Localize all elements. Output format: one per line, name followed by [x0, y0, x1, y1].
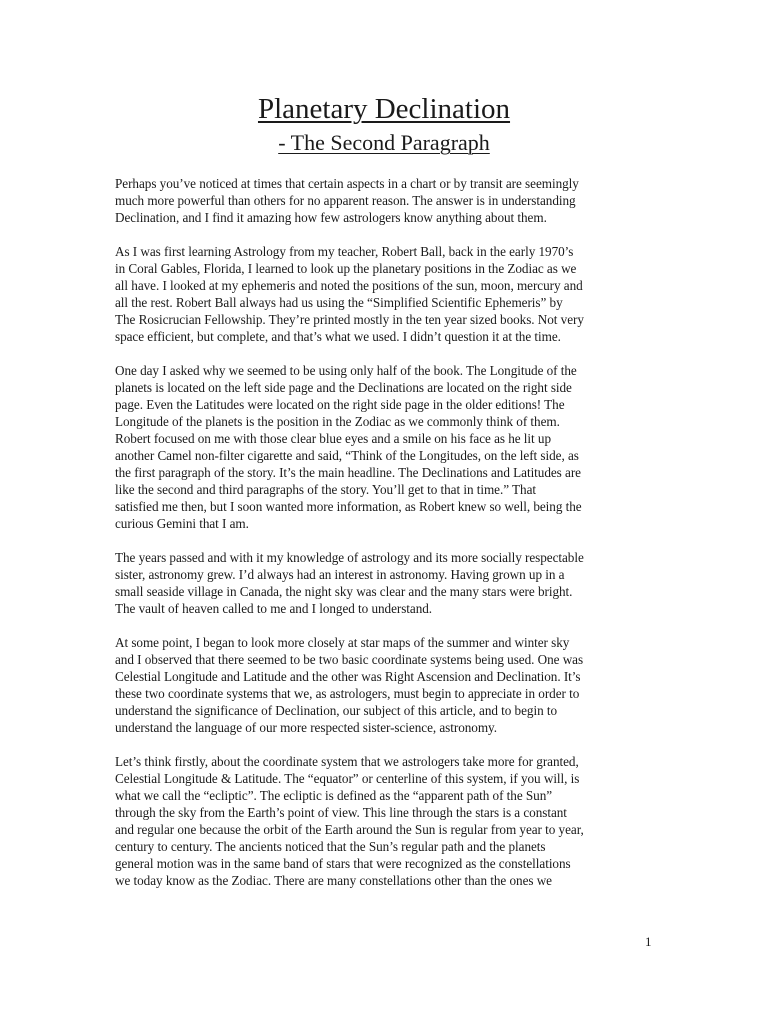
paragraph-line: and regular one because the orbit of the Earth around the Sun is regular from year to year,	[115, 822, 584, 837]
paragraph-line: small seaside village in Canada, the night sky was clear and the many stars were bright.	[115, 584, 573, 599]
paragraph-line: all the rest. Robert Ball always had us using the “Simplified Scientific Ephemeris” by	[115, 295, 563, 310]
paragraph-line: sister, astronomy grew. I’d always had an interest in astronomy. Having grown up in a	[115, 567, 565, 582]
paragraph-line: As I was first learning Astrology from my teacher, Robert Ball, back in the early 1970’s	[115, 244, 574, 259]
paragraph	[115, 549, 660, 617]
paragraph-line: understand the significance of Declination, our subject of this article, and to begin to	[115, 703, 558, 718]
paragraph	[115, 753, 660, 889]
paragraph-line: space efficient, but complete, and that’s what we used. I didn’t question it at the time.	[115, 329, 561, 344]
paragraph-line: planets is located on the left side page and the Declinations are located on the right side	[115, 380, 572, 395]
paragraph-line: Declination, and I find it amazing how few astrologers know anything about them.	[115, 210, 547, 225]
paragraph-line: The Rosicrucian Fellowship. They’re printed mostly in the ten year sized books. Not very	[115, 312, 584, 327]
paragraph	[115, 362, 660, 532]
paragraph	[115, 243, 660, 345]
article-body	[115, 175, 660, 906]
paragraph-line: Celestial Longitude and Latitude and the other was Right Ascension and Declination. It’s	[115, 669, 581, 684]
paragraph-line: all have. I looked at my ephemeris and noted the positions of the sun, moon, mercury and	[115, 278, 583, 293]
paragraph-line: general motion was in the same band of stars that were recognized as the constellations	[115, 856, 571, 871]
paragraph-line: what we call the “ecliptic”. The ecliptic is defined as the “apparent path of the Sun”	[115, 788, 553, 803]
paragraph-line: Perhaps you’ve noticed at times that certain aspects in a chart or by transit are seemingly	[115, 176, 579, 191]
paragraph-line: page. Even the Latitudes were located on the right side page in the older editions! The	[115, 397, 565, 412]
paragraph-line: The years passed and with it my knowledge of astrology and its more socially respectable	[115, 550, 584, 565]
paragraph-line: like the second and third paragraphs of the story. You’ll get to that in time.” That	[115, 482, 537, 497]
paragraph-line: satisfied me then, but I soon wanted more information, as Robert knew so well, being the	[115, 499, 582, 514]
page-number: 1	[645, 934, 652, 949]
paragraph-line: in Coral Gables, Florida, I learned to look up the planetary positions in the Zodiac as we	[115, 261, 577, 276]
paragraph-line: curious Gemini that I am.	[115, 516, 249, 531]
paragraph-line: At some point, I began to look more closely at star maps of the summer and winter sky	[115, 635, 570, 650]
paragraph-line: we today know as the Zodiac. There are many constellations other than the ones we	[115, 873, 552, 888]
paragraph	[115, 634, 660, 736]
paragraph-line: The vault of heaven called to me and I longed to understand.	[115, 601, 433, 616]
paragraph-line: through the sky from the Earth’s point of view. This line through the stars is a constant	[115, 805, 567, 820]
paragraph-line: the first paragraph of the story. It’s the main headline. The Declinations and Latitudes are	[115, 465, 581, 480]
paragraph-line: Longitude of the planets is the position in the Zodiac as we commonly think of them.	[115, 414, 560, 429]
paragraph-line: and I observed that there seemed to be two basic coordinate systems being used. One was	[115, 652, 584, 667]
paragraph-line: much more powerful than others for no apparent reason. The answer is in understanding	[115, 193, 576, 208]
paragraph-line: One day I asked why we seemed to be using only half of the book. The Longitude of the	[115, 363, 577, 378]
paragraph-line: these two coordinate systems that we, as astrologers, must begin to appreciate in order to	[115, 686, 580, 701]
paragraph	[115, 175, 660, 226]
paragraph-line: Let’s think firstly, about the coordinate system that we astrologers take more for granted,	[115, 754, 579, 769]
page-subtitle: - The Second Paragraph	[278, 130, 490, 155]
page-title: Planetary Declination	[257, 93, 511, 125]
paragraph-line: century to century. The ancients noticed that the Sun’s regular path and the planets	[115, 839, 546, 854]
paragraph-line: Celestial Longitude & Latitude. The “equator” or centerline of this system, if you will, is	[115, 771, 580, 786]
paragraph-line: another Camel non-filter cigarette and said, “Think of the Longitudes, on the left side, as	[115, 448, 579, 463]
paragraph-line: Robert focused on me with those clear blue eyes and a smile on his face as he lit up	[115, 431, 551, 446]
paragraph-line: understand the language of our more respected sister-science, astronomy.	[115, 720, 497, 735]
